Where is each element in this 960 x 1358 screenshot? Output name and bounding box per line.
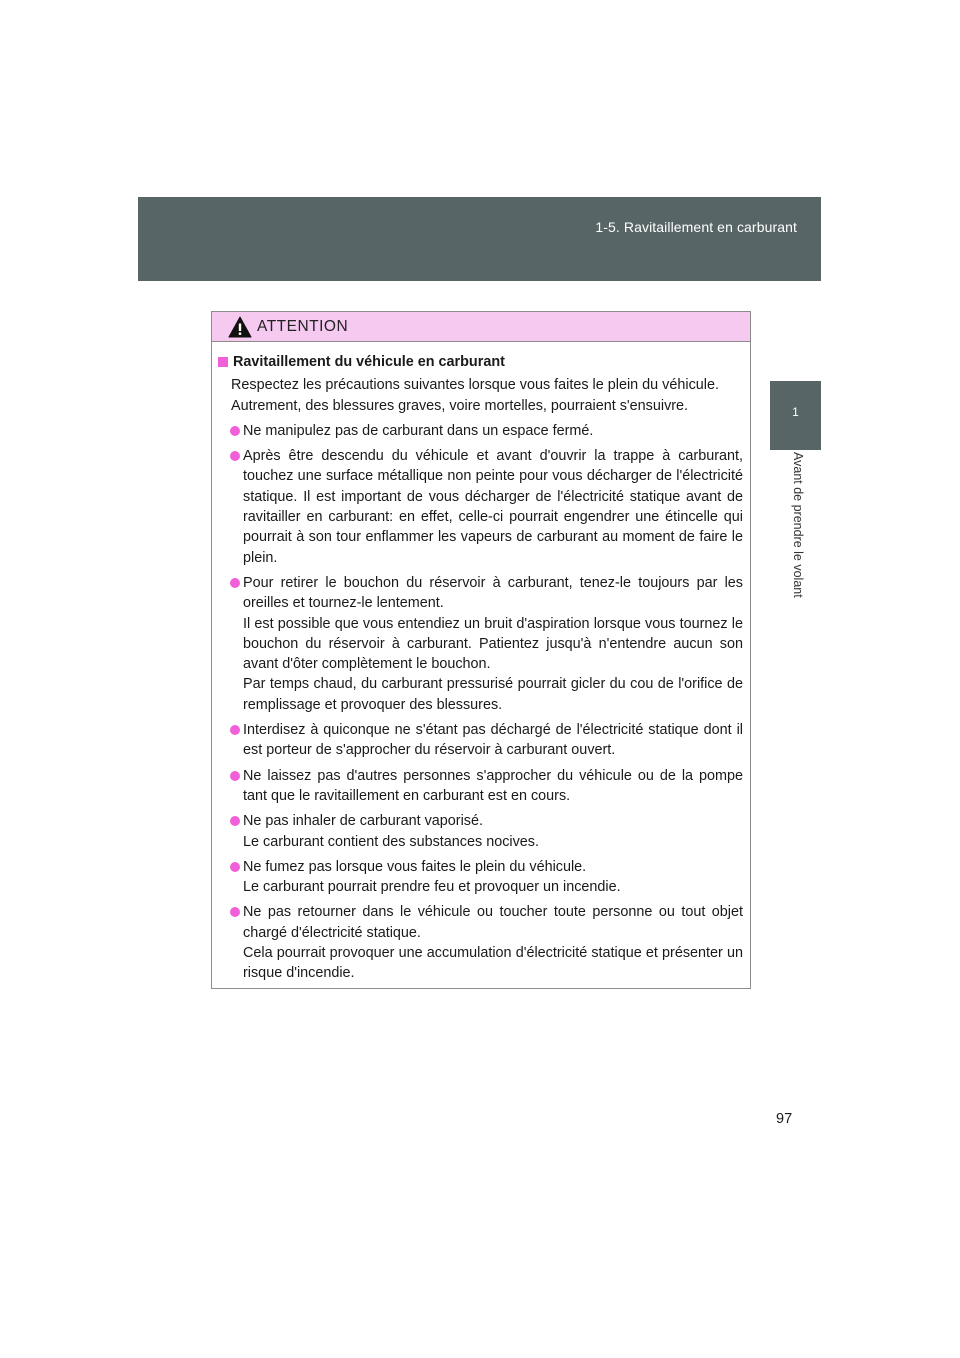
intro-text: Respectez les précautions suivantes lorsque vous faites le plein du véhicule. Autrement, des blessures graves, voire mortelles, pourraient s'ensuivre. [231, 377, 719, 414]
section-heading-text: Ravitaillement du véhicule en carburant [233, 354, 505, 370]
round-bullet-icon [230, 907, 240, 917]
list-item-text: Cela pourrait provoquer une accumulation d'électricité statique et présenter un risque d'incendie. [243, 945, 743, 982]
list-item-text: Pour retirer le bouchon du réservoir à carburant, tenez-le toujours par les oreilles et tournez-le lentement. [243, 574, 743, 612]
list-item-text: Le carburant pourrait prendre feu et provoquer un incendie. [243, 879, 621, 896]
header-band [138, 197, 821, 281]
list-item [218, 446, 743, 568]
round-bullet-icon [230, 578, 240, 588]
section-heading [218, 352, 743, 372]
warning-body [212, 342, 750, 984]
precaution-list [218, 421, 743, 984]
round-bullet-icon [230, 862, 240, 872]
round-bullet-icon [230, 725, 240, 735]
list-item-text: Après être descendu du véhicule et avant d'ouvrir la trappe à carburant, touchez une surface métallique non peinte pour vous décharger de l'électricité statique. Il est important de vous décharger de l'électricité statique avant de ravitailler en carburant: en effet, celle-ci pourrait engendrer une étincelle qui pourrait à son tour enflammer les vapeurs de carburant au moment de faire le plein. [243, 448, 743, 566]
section-title: 1-5. Ravitaillement en carburant [595, 219, 797, 235]
list-item-text: Ne laissez pas d'autres personnes s'approcher du véhicule ou de la pompe tant que le ravitaillement en carburant est en cours. [243, 767, 743, 804]
square-bullet-icon [218, 357, 228, 367]
list-item [218, 857, 743, 898]
warning-box [211, 311, 751, 989]
list-item-text: Interdisez à quiconque ne s'étant pas déchargé de l'électricité statique dont il est porteur de s'approcher du réservoir à carburant ouvert. [243, 722, 743, 759]
list-item-text: Ne manipulez pas de carburant dans un espace fermé. [243, 422, 594, 439]
list-item [218, 720, 743, 761]
chapter-label: Avant de prendre le volant [791, 452, 805, 598]
list-item-text: Le carburant contient des substances nocives. [243, 833, 539, 850]
list-item [218, 766, 743, 807]
list-item-text: Ne fumez pas lorsque vous faites le plein du véhicule. [243, 858, 587, 875]
list-item-text: Ne pas inhaler de carburant vaporisé. [243, 813, 483, 830]
warning-triangle-icon [228, 316, 252, 338]
list-item-text: Ne pas retourner dans le véhicule ou toucher toute personne ou tout objet chargé d'électricité statique. [243, 904, 743, 941]
chapter-number: 1 [792, 405, 799, 419]
list-item-text: Il est possible que vous entendiez un bruit d'aspiration lorsque vous tournez le bouchon du réservoir à carburant. Patientez jusqu'à n'entendre aucun son avant d'ôter complètement le bouchon. [243, 615, 743, 673]
list-item [218, 421, 743, 441]
chapter-tab [770, 381, 821, 450]
round-bullet-icon [230, 426, 240, 436]
round-bullet-icon [230, 451, 240, 461]
list-item [218, 902, 743, 983]
page-number: 97 [776, 1111, 793, 1127]
round-bullet-icon [230, 816, 240, 826]
warning-header [212, 312, 750, 342]
warning-title: ATTENTION [257, 317, 349, 335]
round-bullet-icon [230, 771, 240, 781]
list-item [218, 811, 743, 852]
list-item [218, 573, 743, 715]
list-item-text: Par temps chaud, du carburant pressurisé pourrait gicler du cou de l'orifice de remplissage et provoquer des blessures. [243, 676, 743, 713]
